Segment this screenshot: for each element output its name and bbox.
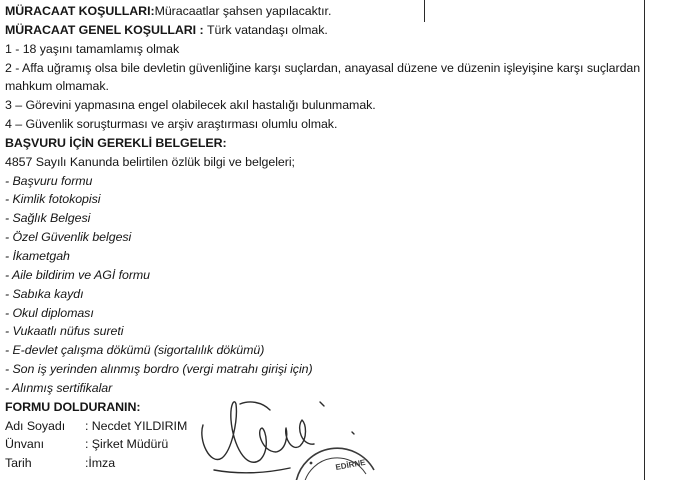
form-label-title: Ünvanı [5, 437, 44, 452]
stamp-text: EDİRNE [334, 457, 367, 472]
document-body [5, 2, 677, 473]
doc-item-population-record: - Vukaatlı nüfus sureti [5, 324, 124, 339]
form-value-signature: :İmza [85, 456, 116, 471]
form-row-name [5, 417, 677, 436]
form-label-name: Adı Soyadı [5, 418, 66, 433]
heading-required-documents: BAŞVURU İÇİN GEREKLİ BELGELER: [5, 135, 227, 150]
line-application-conditions [5, 2, 677, 21]
heading-application-conditions: MÜRACAAT KOŞULLARI: [5, 4, 155, 18]
form-value-title: : Şirket Müdürü [85, 437, 169, 452]
doc-item-application-form: - Başvuru formu [5, 173, 93, 188]
doc-item-certificates: - Alınmış sertifikalar [5, 380, 113, 395]
doc-item-criminal-record: - Sabıka kaydı [5, 286, 84, 301]
condition-3: 3 – Görevini yapmasına engel olabilecek akıl hastalığı bulunmamak. [5, 98, 376, 113]
doc-item-health-certificate: - Sağlık Belgesi [5, 211, 91, 226]
doc-item-id-copy: - Kimlik fotokopisi [5, 192, 101, 207]
form-heading: FORMU DOLDURANIN: [5, 399, 141, 414]
doc-item-family-form: - Aile bildirim ve AGİ formu [5, 267, 151, 282]
form-value-name: : Necdet YILDIRIM [85, 418, 188, 433]
condition-2: 2 - Affa uğramış olsa bile devletin güvenliğine karşı suçlardan, anayasal düzene ve düzenin işleyişine karşı suçlardan mahkum olmamak. [5, 60, 641, 94]
form-row-date [5, 454, 677, 473]
doc-item-payroll: - Son iş yerinden alınmış bordro (vergi matrahı girişi için) [5, 362, 313, 377]
law-reference: 4857 Sayılı Kanunda belirtilen özlük bilgi ve belgeleri; [5, 154, 295, 169]
condition-1: 1 - 18 yaşını tamamlamış olmak [5, 41, 180, 56]
text-general-conditions: Türk vatandaşı olmak. [206, 22, 328, 37]
doc-item-residence: - İkametgah [5, 248, 70, 263]
form-label-date: Tarih [5, 456, 32, 471]
text-application-conditions: Müracaatlar şahsen yapılacaktır. [154, 4, 332, 18]
form-row-title [5, 435, 677, 454]
doc-item-security-certificate: - Özel Güvenlik belgesi [5, 230, 132, 245]
doc-item-diploma: - Okul diploması [5, 305, 94, 320]
doc-item-edevlet-record: - E-devlet çalışma dökümü (sigortalılık dökümü) [5, 343, 265, 358]
line-general-conditions [5, 21, 677, 40]
heading-general-conditions: MÜRACAAT GENEL KOŞULLARI : [5, 22, 207, 37]
condition-4: 4 – Güvenlik soruşturması ve arşiv araştırması olumlu olmak. [5, 117, 338, 132]
